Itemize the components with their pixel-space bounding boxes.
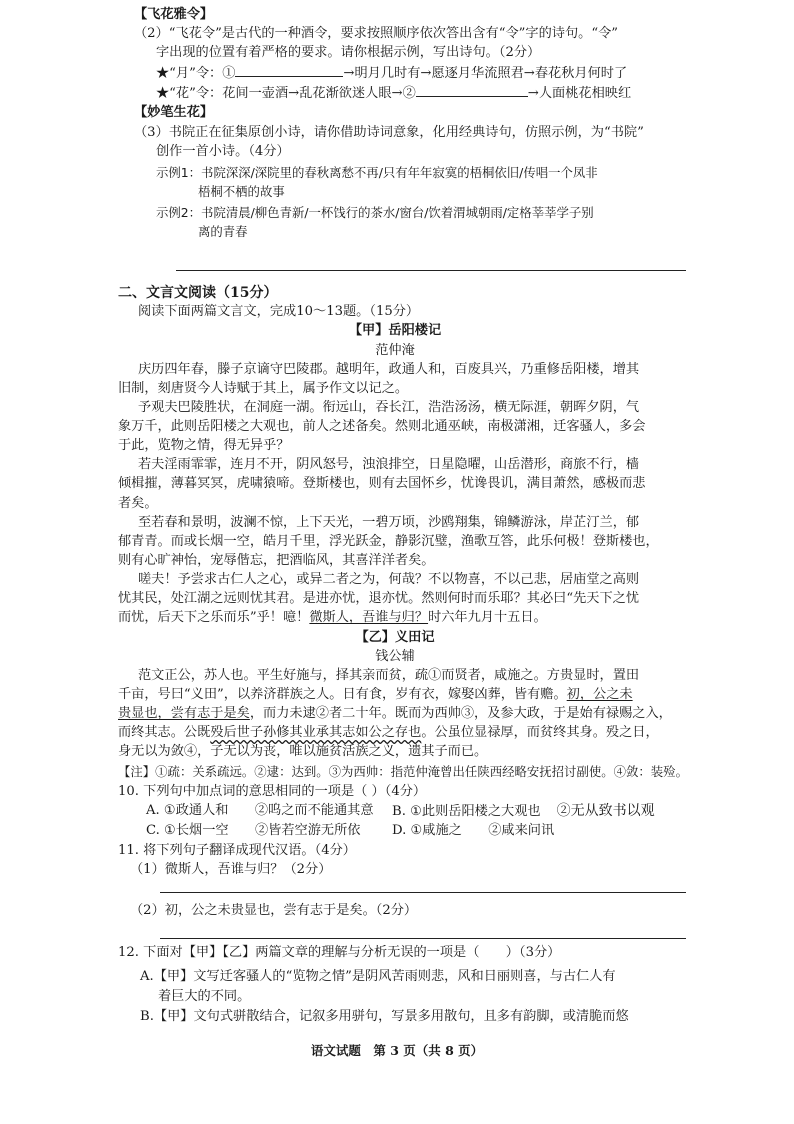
q12-option-a-line-2: 着巨大的不同。 <box>158 989 251 1004</box>
q11-stem: 11. 将下列句子翻译成现代汉语。（4分） <box>118 843 356 858</box>
jia-line: 郁青青。而或长烟一空，皓月千里，浮光跃金，静影沉璧，渔歌互答，此乐何极！登斯楼也， <box>118 533 659 549</box>
q12-option-b-line-1[interactable]: B.【甲】文句式骈散结合，记叙多用骈句，写景多用散句，且多有韵脚，或清脆而悠 <box>140 1009 629 1024</box>
answer-line-q3[interactable] <box>176 270 686 271</box>
q3-line-2: 创作一首小诗。（4分） <box>156 144 290 159</box>
q2-hua-chain: →人面桃花相映红 <box>527 86 632 101</box>
jia-line: 忧其民，处江湖之远则忧其君。是进亦忧，退亦忧。然则何时而乐耶？其必曰“先天下之忧 <box>118 590 640 606</box>
yi-line-4-text-b: 。公虽位显禄厚，而贫终其身。殁之日， <box>421 725 659 740</box>
q10-option-c[interactable]: C. ①长烟一空 ②皆若空游无所依 <box>146 823 361 838</box>
jia-line: 者矣。 <box>118 495 158 511</box>
answer-blank-2[interactable] <box>416 84 528 97</box>
jia-line: 则有心旷神怡，宠辱偕忘，把酒临风，其喜洋洋者矣。 <box>118 552 435 568</box>
q10-option-b-text: B. ①此则岳阳楼之大观也 <box>392 804 541 819</box>
q11-part-2: （2）初，公之未贵显也，尝有志于是矣。（2分） <box>130 903 418 918</box>
jia-line: 倾楫摧，薄暮冥冥，虎啸猿啼。登斯楼也，则有去国怀乡，忧谗畏讥，满目萧然，感极而悲 <box>118 476 646 492</box>
yi-wavy-underlined: 殁后世子孙修其业承其志如公之存也 <box>210 725 422 740</box>
q2-hua-label: ★“花”令：花间一壶酒→乱花渐欲迷人眼→② <box>156 86 416 101</box>
yi-underlined-1a: 初，公之未 <box>566 687 633 702</box>
yi-line-4-text-a: 而终其志。公既 <box>118 725 211 740</box>
q2-yue-row <box>156 64 627 83</box>
section-miaobi-heading: 【妙笔生花】 <box>134 105 214 120</box>
q2-line-1: （2）“飞花令”是古代的一种酒令，要求按照顺序依次答出含有“令”字的诗句。“令” <box>134 26 619 41</box>
passage-jia-title: 【甲】岳阳楼记 <box>348 323 442 338</box>
q10-option-b[interactable] <box>392 802 655 821</box>
q2-yue-label: ★“月”令：① <box>156 66 236 81</box>
answer-line-q11-2[interactable] <box>160 938 686 939</box>
page-footer: 语文试题 第 3 页（共 8 页） <box>310 1043 484 1058</box>
answer-line-q11-1[interactable] <box>160 892 686 893</box>
section-2-title: 二、文言文阅读（15分） <box>118 285 278 301</box>
yi-line-1: 范文正公，苏人也。平生好施与，择其亲而贫，疏①而贤者，咸施之。方贵显时，置田 <box>138 668 640 683</box>
section-2-intro: 阅读下面两篇文言文，完成10～13题。（15分） <box>138 304 420 319</box>
jia-underlined-sentence: 微斯人，吾谁与归？ <box>309 610 429 625</box>
yi-line-3 <box>118 705 672 723</box>
example-1-line-1: 示例1：书院深深/深院里的春秋离愁不再/只有年年寂寞的梧桐依旧/传唱一个凤非 <box>156 165 598 180</box>
example-2-line-1: 示例2：书院清晨/柳色青新/一杯饯行的茶水/窗台/饮着渭城朝雨/定格莘莘学子别 <box>156 205 594 220</box>
q2-yue-chain: →明月几时有→愿逐月华流照君→春花秋月何时了 <box>343 66 628 81</box>
passage-yi-title: 【乙】义田记 <box>355 630 435 645</box>
q10-option-b-text-2: ②无从致书以观 <box>556 803 655 819</box>
jia-last-text: 而忧，后天下之乐而乐”乎！噫！ <box>118 610 310 625</box>
q3-line-1: （3）书院正在征集原创小诗，请你借助诗词意象，化用经典诗句，仿照示例，为“书院” <box>134 125 644 140</box>
yi-underlined-1b: 贵显也，尝有志于是矣 <box>118 706 250 721</box>
section-feihua-heading: 【飞花雅令】 <box>134 7 214 22</box>
q10-option-a[interactable]: A. ①政通人和 ②呜之而不能通其意 <box>146 803 374 818</box>
jia-line: 庆历四年春，滕子京谪守巴陵郡。越明年，政通人和，百废具兴，乃重修岳阳楼，增其 <box>138 362 640 377</box>
yi-line-4 <box>118 724 659 742</box>
jia-date: 时六年九月十五日。 <box>428 610 547 625</box>
yi-line-2-text: 千亩，号曰“义田”，以养济群族之人。日有食，岁有衣，嫁娶凶葬，皆有赡。 <box>118 687 567 702</box>
jia-line: 嗟夫！予尝求古仁人之心，或异二者之为，何哉？不以物喜，不以己悲，居庙堂之高则 <box>138 571 640 587</box>
q12-option-a-line-1[interactable]: A.【甲】文写迁客骚人的“览物之情”是阴风苦雨则悲，风和日丽则喜，与古仁人有 <box>140 969 616 984</box>
yi-line-2 <box>118 686 633 704</box>
q10-stem: 10. 下列句中加点词的意思相同的一项是（ ）（4分） <box>118 784 427 799</box>
example-1-line-2: 梧桐不栖的故事 <box>198 184 285 199</box>
jia-line: 象万千，此则岳阳楼之大观也，前人之述备矣。然则北通巫峡，南极潇湘，迁客骚人，多会 <box>118 419 646 435</box>
jia-line: 若夫淫雨霏霏，连月不开，阴风怒号，浊浪排空，日星隐曜，山岳潜形，商旅不行，樯 <box>138 457 640 473</box>
q12-stem: 12. 下面对【甲】【乙】两篇文章的理解与分析无误的一项是（ ）（3分） <box>118 945 561 960</box>
q10-option-d[interactable]: D. ①咸施之 ②咸来问讯 <box>392 823 555 838</box>
yi-line-3-text: ，而力未逮②者二十年。既而为西帅③，及参大政，于是始有禄赐之入， <box>249 706 672 721</box>
jia-line: 予观夫巴陵胜状，在洞庭一湖。衔远山，吞长江，浩浩汤汤，横无际涯，朝晖夕阴，气 <box>138 400 640 416</box>
yi-line-5: 身无以为敛④，子无以为丧，唯以施贫活族之义，遗其子而已。 <box>118 744 488 759</box>
annotation-note: 【注】①疏：关系疏远。②逮：达到。③为西帅：指范仲淹曾出任陕西经略安抚招讨副使。④敛：装殓。 <box>118 764 688 779</box>
passage-yi-author: 钱公辅 <box>375 649 415 664</box>
example-2-line-2: 离的青春 <box>198 224 248 239</box>
answer-blank-1[interactable] <box>235 64 343 77</box>
q2-line-2: 字出现的位置有着严格的要求。请你根据示例，写出诗句。（2分） <box>156 45 541 60</box>
passage-jia-last-line <box>118 609 547 627</box>
jia-line: 至若春和景明，波澜不惊，上下天光，一碧万顷，沙鸥翔集，锦鳞游泳，岸芷汀兰，郁 <box>138 514 640 530</box>
q11-part-1: （1）微斯人，吾谁与归？（2分） <box>130 862 332 877</box>
jia-line: 于此，览物之情，得无异乎？ <box>118 438 290 454</box>
passage-jia-author: 范仲淹 <box>375 343 415 358</box>
q2-hua-row <box>156 84 631 103</box>
jia-line: 旧制，刻唐贤今人诗赋于其上，属予作文以记之。 <box>118 381 409 397</box>
